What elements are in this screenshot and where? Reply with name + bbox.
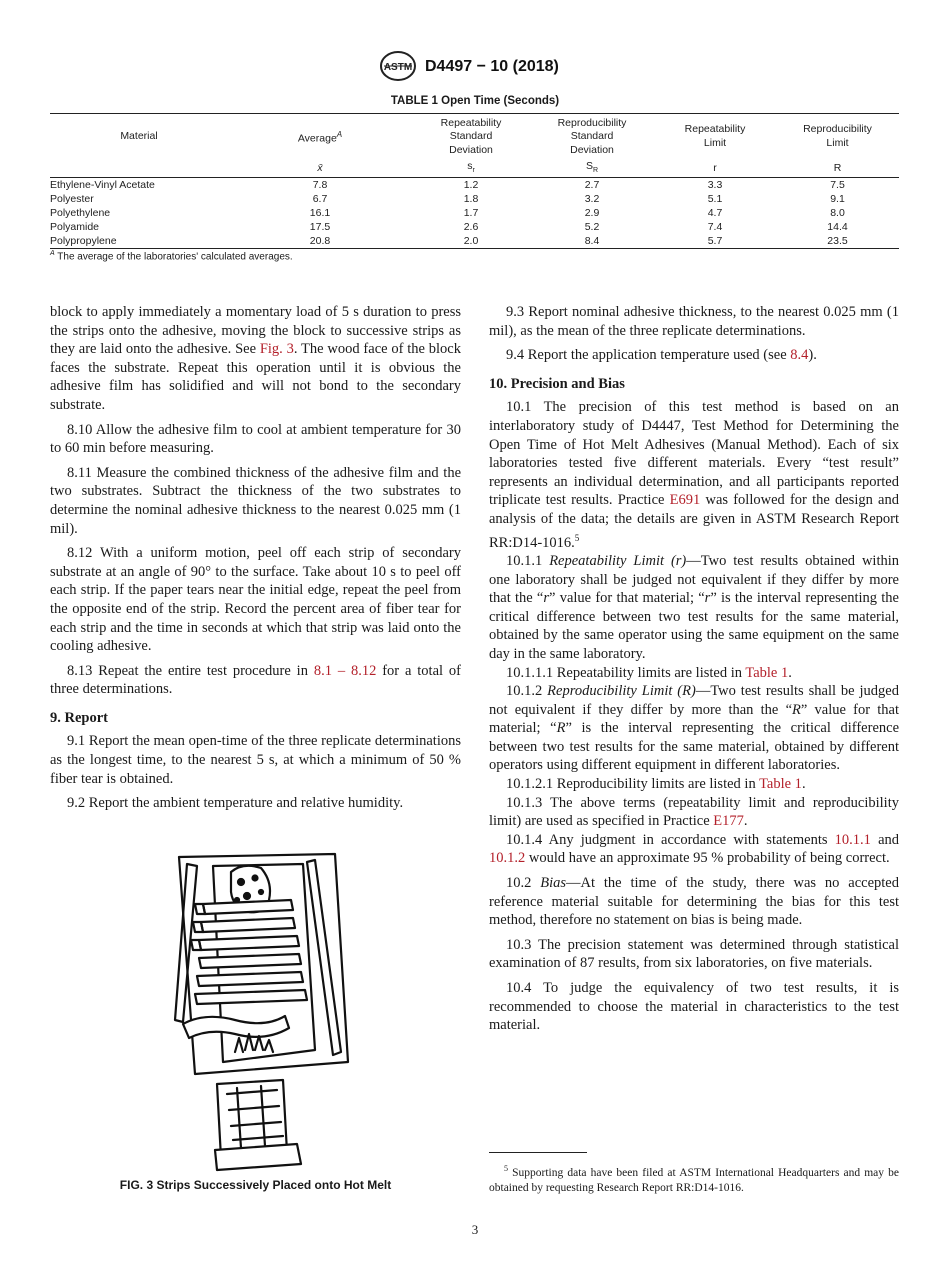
- table-symbol-row: [50, 160, 899, 178]
- cell-sr: 1.7: [463, 206, 479, 219]
- table-row: [50, 177, 899, 192]
- cell-average: 6.7: [312, 192, 328, 205]
- heading-precision-bias: 10. Precision and Bias: [489, 375, 625, 392]
- figure-3-drawing: [165, 852, 350, 1172]
- paragraph-8-13: 8.13 Repeat the entire test procedure in 8.1 – 8.12 for a total of three determinations.: [50, 662, 462, 698]
- document-id: D4497 − 10 (2018): [425, 58, 559, 75]
- page-header: [0, 50, 950, 90]
- section-10-1-1-link[interactable]: 10.1.1: [834, 831, 871, 848]
- table-header-row: [50, 114, 899, 160]
- symbol-R: R: [776, 160, 899, 178]
- header-repeatability-limit: Repeatability Limit: [654, 114, 776, 160]
- paragraph-10-2: 10.2 Bias—At the time of the study, there was no accepted reference material suitable for determining the bias for this test method, therefore no statement on bias is being made.: [489, 875, 899, 929]
- table-row: [50, 206, 899, 220]
- cell-material: Ethylene-Vinyl Acetate: [50, 178, 155, 191]
- paragraph-9-4: 9.4 Report the application temperature used (see 8.4).: [506, 347, 817, 364]
- section-10-1-2-link[interactable]: 10.1.2: [489, 850, 526, 867]
- paragraph-8-10: 8.10 Allow the adhesive film to cool at ambient temperature for 30 to 60 min before measuring.: [50, 421, 461, 457]
- footnote-divider: [489, 1152, 587, 1153]
- paragraph-8-12: 8.12 With a uniform motion, peel off each strip of secondary substrate at an angle of 90° to the surface. Take about 10 s to peel off each strip. If the paper tears near the initial edge, repeat the peel from the opposite end of the strip. Record the percent area of fiber tear for each strip and the time in seconds at which that strip was laid onto the cooling adhesive.: [50, 545, 461, 655]
- cell-sr: 2.0: [412, 234, 530, 249]
- heading-report: 9. Report: [50, 709, 108, 726]
- cell-average: 7.8: [312, 178, 328, 191]
- cell-average: 16.1: [309, 206, 331, 219]
- header-average: Average$^A$: [228, 114, 412, 160]
- section-8-1-link[interactable]: 8.1 – 8.12: [313, 662, 377, 679]
- header-repeatability-sd: Repeatability Standard Deviation: [412, 114, 530, 160]
- paragraph-10-1-4: 10.1.4 Any judgment in accordance with statements 10.1.1 and 10.1.2 would have an approximate 95 % probability of being correct.: [489, 831, 900, 867]
- cell-R: 8.0: [830, 206, 845, 219]
- cell-sR: 5.2: [584, 220, 600, 233]
- table-title: TABLE 1 Open Time (Seconds): [390, 95, 560, 107]
- cell-r: 3.3: [707, 178, 723, 191]
- cell-r: 5.7: [654, 234, 776, 249]
- cell-sr: 1.8: [463, 192, 479, 205]
- logo-text: ASTM: [383, 62, 413, 73]
- paragraph-10-1-1: 10.1.1 Repeatability Limit (r)—Two test results obtained within one laboratory shall be judged not equivalent if they differ by more that the “r” value for that material; “r” is the interval representing the critical difference between two test results for the same material, obtained by the same operator using the same equipment on the same day in the same laboratory.: [489, 552, 900, 662]
- symbol-sr: $s_r$: [412, 160, 530, 178]
- cell-sR: 2.7: [584, 178, 600, 191]
- paragraph-10-1-3: 10.1.3 The above terms (repeatability limit and reproducibility limit) are used as specified in Practice E177.: [489, 794, 899, 830]
- cell-sr: 1.2: [463, 178, 479, 191]
- paragraph-9-2: 9.2 Report the ambient temperature and relative humidity.: [67, 795, 404, 812]
- e691-link[interactable]: E691: [669, 492, 701, 509]
- cell-material: Polyester: [50, 192, 94, 205]
- table-row: [50, 192, 899, 206]
- paragraph-block: block to apply immediately a momentary load of 5 s duration to press the strips onto the adhesive, moving the block to successive strips as they are laid onto the adhesive. See Fig. 3. The wood face of the block faces the substrate. Repeat this operation until it is obvious the adhesive film has solidified and will not bond to the secondary substrate.: [50, 304, 461, 413]
- cell-r: 5.1: [707, 192, 723, 205]
- header-reproducibility-sd: Reproducibility Standard Deviation: [530, 114, 654, 160]
- table-1-link[interactable]: Table 1: [759, 776, 802, 793]
- cell-sR: 2.9: [584, 206, 600, 219]
- open-time-table: [50, 113, 899, 249]
- paragraph-10-3: 10.3 The precision statement was determined through statistical examination of 87 results, from six laboratories, on five materials.: [489, 936, 899, 972]
- figure-3-caption: FIG. 3 Strips Successively Placed onto Hot Melt: [119, 1178, 392, 1192]
- cell-sR: 8.4: [530, 234, 654, 249]
- cell-sr: 2.6: [463, 220, 479, 233]
- cell-average: 17.5: [309, 220, 331, 233]
- e177-link[interactable]: E177: [713, 813, 744, 830]
- cell-sR: 3.2: [584, 192, 600, 205]
- cell-R: 14.4: [827, 220, 848, 233]
- astm-logo: [378, 50, 418, 82]
- symbol-average: x̄: [228, 160, 412, 178]
- symbol-sR: $S_R$: [530, 160, 654, 178]
- paragraph-10-1-1-1: 10.1.1.1 Repeatability limits are listed in Table 1.: [506, 664, 792, 681]
- cell-R: 7.5: [830, 178, 845, 191]
- paragraph-9-1: 9.1 Report the mean open-time of the three replicate determinations as the longest time, to the nearest 5 s, at which a minimum of 50 % fiber tear is obtained.: [50, 733, 461, 787]
- cell-material: Polyamide: [50, 220, 100, 233]
- right-column: [489, 303, 899, 1041]
- paragraph-10-1: 10.1 The precision of this test method is based on an interlaboratory study of D4447, Test Method for Determining the Open Time of Hot Melt Adhesives (Manual Method). Each of six laboratories tested five different materials. Every “test result” represents an individual determination, and all participants reported triplicate test results. Practice E691 was followed for the design and analysis of the data; the details are given in ASTM Research Report RR:D14-1016.$^5$: [489, 399, 899, 551]
- table-row: [50, 234, 899, 249]
- table-row: [50, 220, 899, 234]
- cell-R: 23.5: [776, 234, 899, 249]
- paragraph-10-1-2-1: 10.1.2.1 Reproducibility limits are listed in Table 1.: [506, 776, 806, 793]
- cell-r: 7.4: [707, 220, 723, 233]
- paragraph-10-4: 10.4 To judge the equivalency of two test results, it is recommended to choose the material in characteristics to the test material.: [489, 980, 899, 1034]
- left-column: [50, 303, 461, 819]
- section-8-4-link[interactable]: 8.4: [790, 347, 809, 364]
- symbol-r: r: [654, 160, 776, 178]
- paragraph-8-11: 8.11 Measure the combined thickness of the adhesive film and the two substrates. Subtract the thickness of the two substrates to determine the nominal adhesive thickness to the nearest 0.025 mm (1 mil).: [50, 464, 461, 537]
- table-1-link[interactable]: Table 1: [745, 664, 789, 681]
- footnote-5: $^5$ Supporting data have been filed at ASTM International Headquarters and may be obtained by requesting Research Report RR:D14-1016.: [489, 1164, 899, 1194]
- header-material: Material: [50, 114, 228, 160]
- cell-material: Polypropylene: [50, 234, 228, 249]
- table-footnote: $^A$ The average of the laboratories' calculated averages.: [50, 250, 293, 263]
- fig-3-link[interactable]: Fig. 3: [259, 341, 294, 358]
- cell-r: 4.7: [707, 206, 723, 219]
- header-reproducibility-limit: Reproducibility Limit: [776, 114, 899, 160]
- paragraph-10-1-2: 10.1.2 Reproducibility Limit (R)—Two test results shall be judged not equivalent if they differ by more than the “R” value for that material; “R” is the interval representing the critical difference between two test results for the same material, obtained by different operators using different equipment in different laboratories.: [489, 683, 900, 774]
- page-number: 3: [471, 1222, 479, 1237]
- cell-R: 9.1: [830, 192, 845, 205]
- paragraph-9-3: 9.3 Report nominal adhesive thickness, to the nearest 0.025 mm (1 mil), as the mean of the three replicate determinations.: [489, 304, 899, 339]
- cell-material: Polyethylene: [50, 206, 111, 219]
- cell-average: 20.8: [228, 234, 412, 249]
